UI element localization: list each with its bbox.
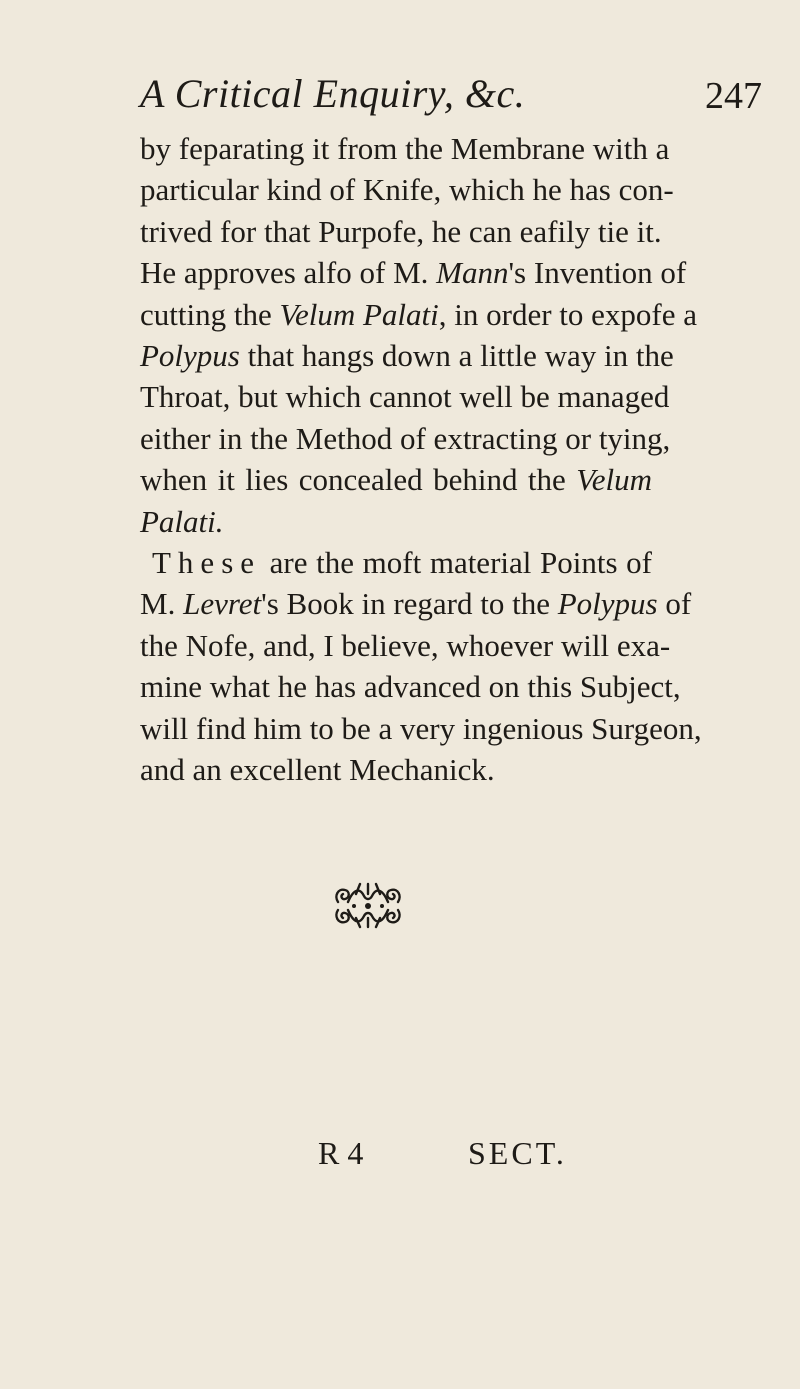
name-mann: Mann xyxy=(436,255,509,291)
text-line xyxy=(140,294,698,335)
text-line: mine what he has advanced on this Subject, xyxy=(140,669,681,705)
text-line: by feparating it from the Membrane with a xyxy=(140,131,670,166)
body-text xyxy=(140,128,702,791)
text-line: and an excellent Mechanick. xyxy=(140,752,495,788)
term-polypus: Polypus xyxy=(557,586,658,622)
text-run: that hangs down a little way in the xyxy=(239,338,674,374)
page-number: 247 xyxy=(705,75,762,117)
text-run: He approves alfo of M. xyxy=(140,255,437,291)
printers-ornament-icon xyxy=(330,880,406,930)
running-title: A Critical Enquiry, &c. xyxy=(140,71,526,116)
text-run: of xyxy=(657,586,692,622)
text-run: 's Invention of xyxy=(508,255,687,291)
term-polypus: Polypus xyxy=(140,338,240,374)
text-line: will find him to be a very ingenious Surgeon, xyxy=(140,710,702,746)
text-line xyxy=(140,583,692,624)
text-line: the Nofe, and, I believe, whoever will exa- xyxy=(140,627,671,663)
term-velum: Velum xyxy=(576,462,652,498)
text-run: 's Book in regard to the xyxy=(261,586,558,622)
name-levret: Levret xyxy=(183,586,262,622)
catchword: SECT. xyxy=(468,1135,567,1171)
text-line: Throat, but which cannot well be managed xyxy=(140,379,670,415)
text-line: either in the Method of extracting or tying, xyxy=(140,420,671,456)
text-line xyxy=(140,542,652,583)
text-line xyxy=(140,335,674,376)
text-line xyxy=(140,459,652,500)
text-line: trived for that Purpofe, he can eafily tie it. xyxy=(140,213,662,249)
text-line xyxy=(140,501,652,542)
page-header xyxy=(140,70,770,130)
text-run: M. xyxy=(140,586,184,622)
term-palati: Palati. xyxy=(140,503,224,539)
text-run: , in order to expofe a xyxy=(438,296,698,332)
term-velum-palati: Velum Palati xyxy=(279,296,439,332)
text-run: are the moft material Points of xyxy=(261,545,652,581)
page-footer xyxy=(318,1135,658,1185)
text-line: particular kind of Knife, which he has con- xyxy=(140,172,674,208)
small-caps-these: These xyxy=(152,545,262,581)
text-run: cutting the xyxy=(140,296,280,332)
signature-mark: R 4 xyxy=(318,1135,364,1171)
text-line xyxy=(140,252,687,293)
text-run: when it lies concealed behind the xyxy=(140,462,577,498)
